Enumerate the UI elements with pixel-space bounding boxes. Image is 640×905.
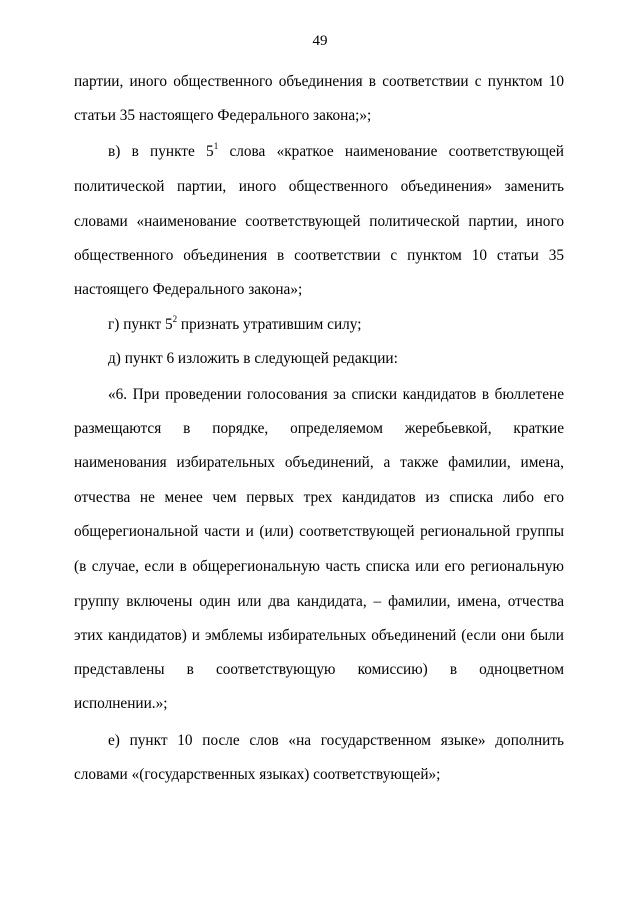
text-line bbox=[108, 142, 564, 162]
text-line: этих кандидатов) и эмблемы избирательных объединений (если они были bbox=[74, 627, 564, 644]
text-line: (в случае, если в общерегиональную часть списка или его региональную bbox=[74, 558, 564, 575]
text-line: группу включены один или два кандидата, – фамилии, имена, отчества bbox=[74, 593, 564, 610]
text-run: в) в пункте 5 bbox=[108, 143, 214, 160]
text-line: общественного объединения в соответствии с пунктом 10 статьи 35 bbox=[74, 247, 564, 264]
text-line bbox=[108, 315, 564, 335]
text-line: отчества не менее чем первых трех кандидатов из списка либо его bbox=[74, 489, 564, 506]
text-run: слова «краткое наименование соответствующей bbox=[218, 143, 564, 160]
text-line: словами «(государственных языках) соответствующей»; bbox=[74, 766, 441, 783]
superscript: 2 bbox=[172, 313, 178, 324]
text-line: настоящего Федерального закона»; bbox=[74, 281, 303, 298]
text-line: словами «наименование соответствующей политической партии, иного bbox=[74, 213, 564, 230]
text-line: общерегиональной части и (или) соответствующей региональной группы bbox=[74, 523, 564, 540]
page-number: 49 bbox=[312, 33, 328, 49]
text-line: е) пункт 10 после слов «на государственном языке» дополнить bbox=[108, 732, 564, 749]
text-line: статьи 35 настоящего Федерального закона;»; bbox=[74, 107, 372, 124]
text-line: исполнении.»; bbox=[74, 695, 168, 712]
text-line: представлены в соответствующую комиссию) в одноцветном bbox=[74, 661, 564, 678]
text-line: «6. При проведении голосования за списки кандидатов в бюллетене bbox=[108, 386, 564, 403]
text-line: политической партии, иного общественного объединения» заменить bbox=[74, 178, 564, 195]
text-line: размещаются в порядке, определяемом жеребьевкой, краткие bbox=[74, 420, 564, 437]
superscript: 1 bbox=[213, 140, 219, 151]
text-line: д) пункт 6 изложить в следующей редакции: bbox=[108, 350, 398, 367]
text-run: признать утратившим силу; bbox=[177, 316, 362, 333]
text-line: партии, иного общественного объединения в соответствии с пунктом 10 bbox=[74, 73, 564, 90]
text-run: г) пункт 5 bbox=[108, 316, 173, 333]
text-line: наименования избирательных объединений, а также фамилии, имена, bbox=[74, 454, 564, 471]
